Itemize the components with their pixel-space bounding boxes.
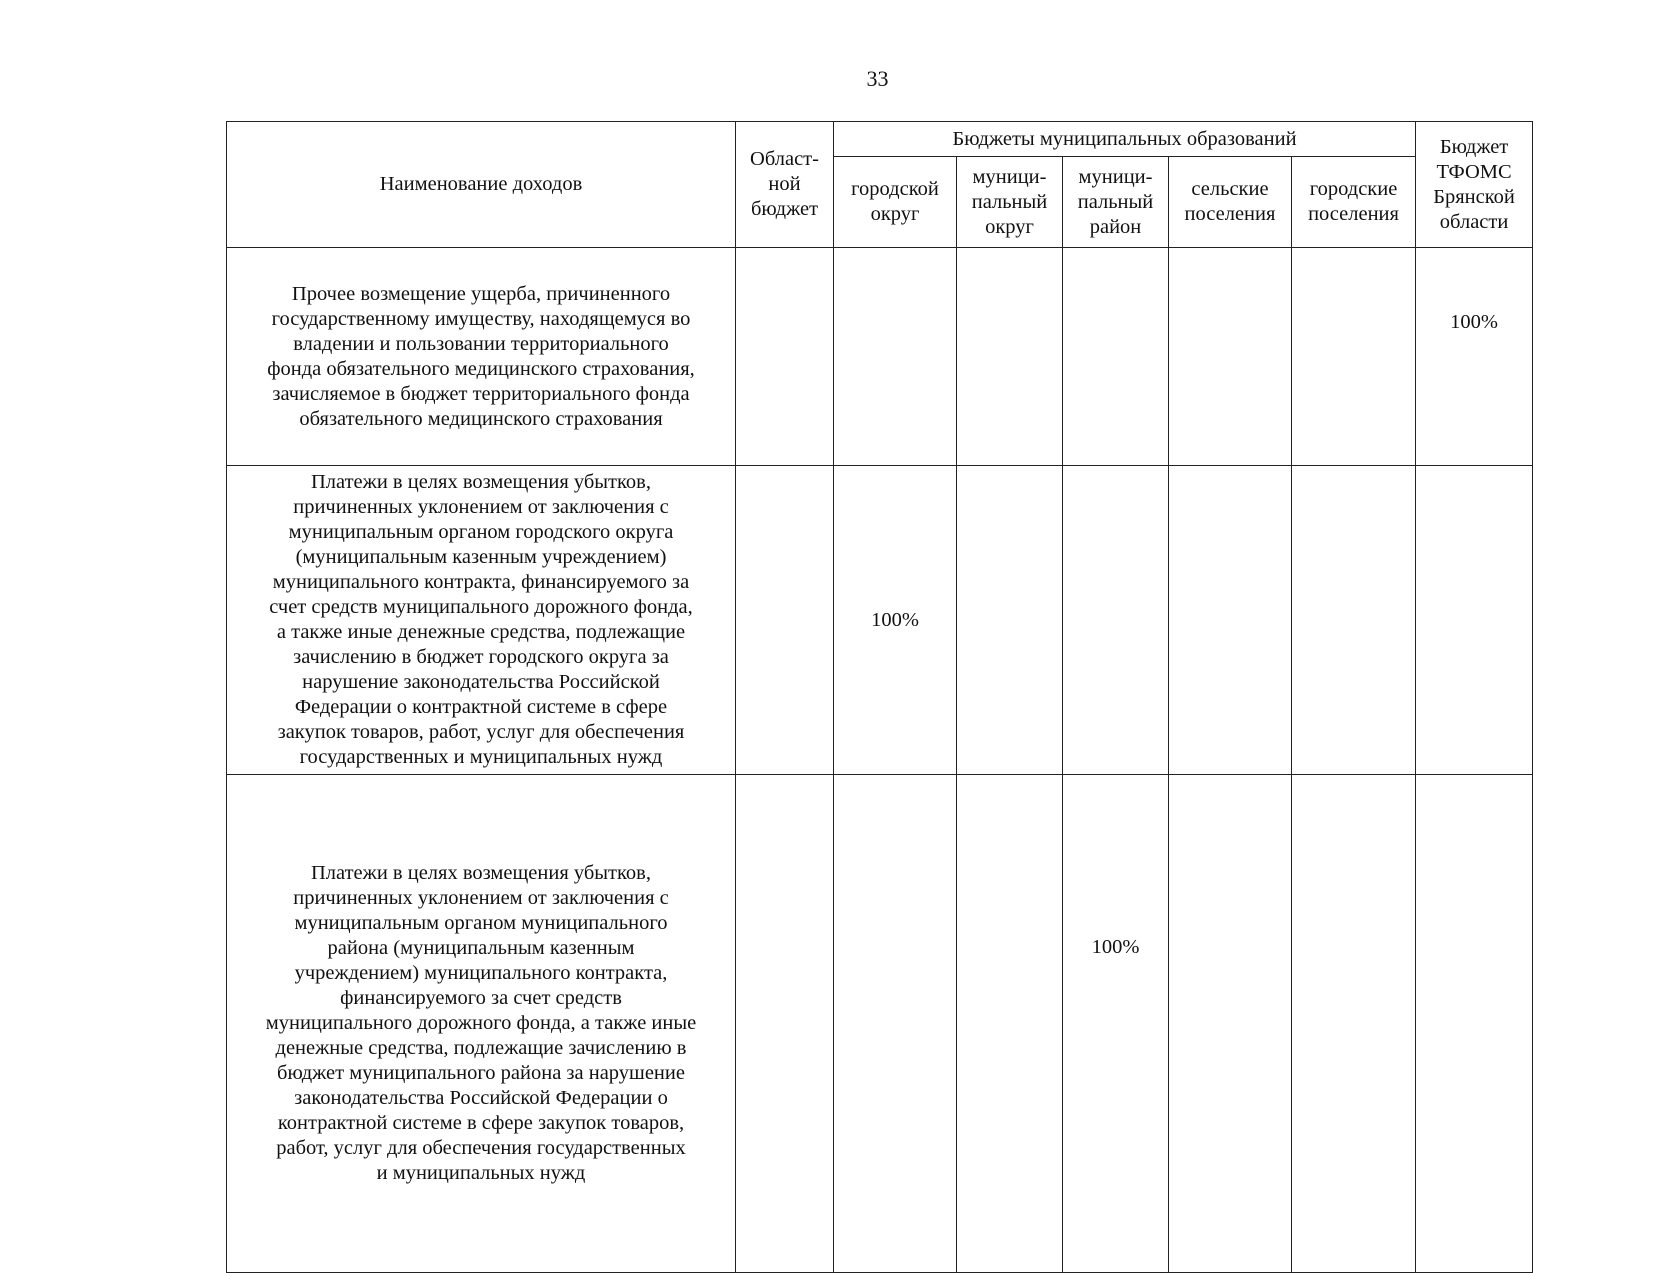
header-urban-settlements: городские поселения (1292, 157, 1416, 248)
revenue-name-cell: Платежи в целях возмещения убытков, причиненных уклонением от заключения с муниципальным органом муниципального района (муниципальным казенным учреждением) муниципального контракта, финансируемого за счет средств муниципального дорожного фонда, а также иные денежные средства, подлежащие зачислению в бюджет муниципального района за нарушение законодательства Российской Федерации о контрактной системе в сфере закупок товаров, работ, услуг для обеспечения государственных и муниципальных нужд (227, 775, 736, 1273)
table-row (227, 466, 1533, 775)
regional-cell (736, 466, 834, 775)
municipal-rayon-cell: 100% (1063, 775, 1169, 1273)
tfoms-cell: 100% (1416, 248, 1533, 466)
city-district-cell (834, 248, 957, 466)
urban-settlements-cell (1292, 248, 1416, 466)
regional-cell (736, 775, 834, 1273)
table-row (227, 248, 1533, 466)
header-tfoms-budget: Бюджет ТФОМС Брянской области (1416, 122, 1533, 248)
city-district-cell: 100% (834, 466, 957, 775)
rural-settlements-cell (1169, 248, 1292, 466)
revenue-name-cell: Платежи в целях возмещения убытков, причиненных уклонением от заключения с муниципальным органом городского округа (муниципальным казенным учреждением) муниципального контракта, финансируемого за счет средств муниципального дорожного фонда, а также иные денежные средства, подлежащие зачислению в бюджет городского округа за нарушение законодательства Российской Федерации о контрактной системе в сфере закупок товаров, работ, услуг для обеспечения государственных и муниципальных нужд (227, 466, 736, 775)
header-rural-settlements: сельские поселения (1169, 157, 1292, 248)
urban-settlements-cell (1292, 775, 1416, 1273)
header-city-district: городской округ (834, 157, 957, 248)
urban-settlements-cell (1292, 466, 1416, 775)
header-revenue-name: Наименование доходов (227, 122, 736, 248)
table-row (227, 775, 1533, 1273)
tfoms-cell (1416, 466, 1533, 775)
header-regional-budget: Област- ной бюджет (736, 122, 834, 248)
tfoms-cell (1416, 775, 1533, 1273)
rural-settlements-cell (1169, 466, 1292, 775)
header-municipal-rayon: муници- пальный район (1063, 157, 1169, 248)
header-municipal-budgets: Бюджеты муниципальных образований (834, 122, 1416, 157)
municipal-okrug-cell (957, 466, 1063, 775)
revenue-distribution-table (226, 121, 1533, 1273)
page-number: 33 (866, 66, 889, 91)
regional-cell (736, 248, 834, 466)
municipal-rayon-cell (1063, 248, 1169, 466)
municipal-okrug-cell (957, 248, 1063, 466)
municipal-okrug-cell (957, 775, 1063, 1273)
city-district-cell (834, 775, 957, 1273)
rural-settlements-cell (1169, 775, 1292, 1273)
municipal-rayon-cell (1063, 466, 1169, 775)
revenue-name-cell: Прочее возмещение ущерба, причиненного государственному имуществу, находящемуся во владении и пользовании территориального фонда обязательного медицинского страхования, зачисляемое в бюджет территориального фонда обязательного медицинского страхования (227, 248, 736, 466)
header-municipal-okrug: муници- пальный округ (957, 157, 1063, 248)
